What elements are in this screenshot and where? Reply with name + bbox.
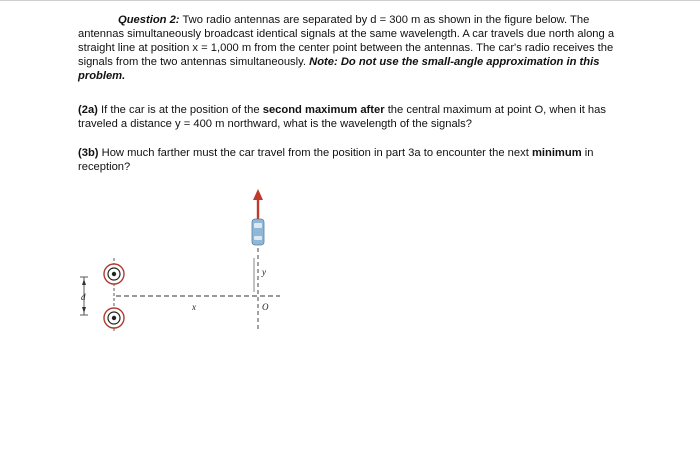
part-b-label: (3b) [78,147,99,159]
part-a-label: (2a) [78,104,98,116]
part-a-text-2: the central maximum at point O, when it has traveled a distance y = 400 m northward, what is the wavelength of the signals? [78,104,606,130]
car-body [252,219,264,245]
label-d: d [81,292,86,302]
part-b-text-2: in reception? [78,147,594,173]
note-text: Do not use the small-angle approximation in this problem. [78,56,600,82]
car-windshield [254,223,262,228]
question-intro: Two radio antennas are separated by d = 300 m as shown in the figure below. The antennas simultaneously broadcast identical signals at the same wavelength. A car travels due north along a straight line at position x = 1,000 m from the center point between the antennas. The car's radio receives the signals from the two antennas simultaneously. [78,14,615,68]
part-b-text-1: How much farther must the car travel from the position in part 3a to encounter the next [98,147,532,159]
note-label: Note: [309,56,338,68]
part-a-bold-phrase: second maximum after [262,104,385,116]
label-o: O [262,302,269,312]
antenna-top [104,264,124,284]
part-b-question [78,146,638,174]
d-top-arrowhead [82,279,86,285]
top-divider [0,0,700,1]
question-statement [78,13,638,83]
figure-svg [72,186,292,336]
antenna-bottom-dot [112,316,116,320]
antenna-figure [72,186,292,341]
label-y: y [262,267,266,277]
antenna-top-dot [112,272,116,276]
antenna-bottom [104,308,124,328]
d-bottom-arrowhead [82,307,86,313]
part-b-bold-word: minimum [531,147,582,159]
part-a-question [78,103,638,131]
part-a-text-1: If the car is at the position of the [97,104,263,116]
car-rear-window [254,236,262,240]
direction-arrow-icon [253,189,263,200]
question-title: Question 2: [118,14,180,26]
label-x: x [192,302,196,312]
car-icon [252,219,264,245]
question-paragraph [78,13,638,83]
